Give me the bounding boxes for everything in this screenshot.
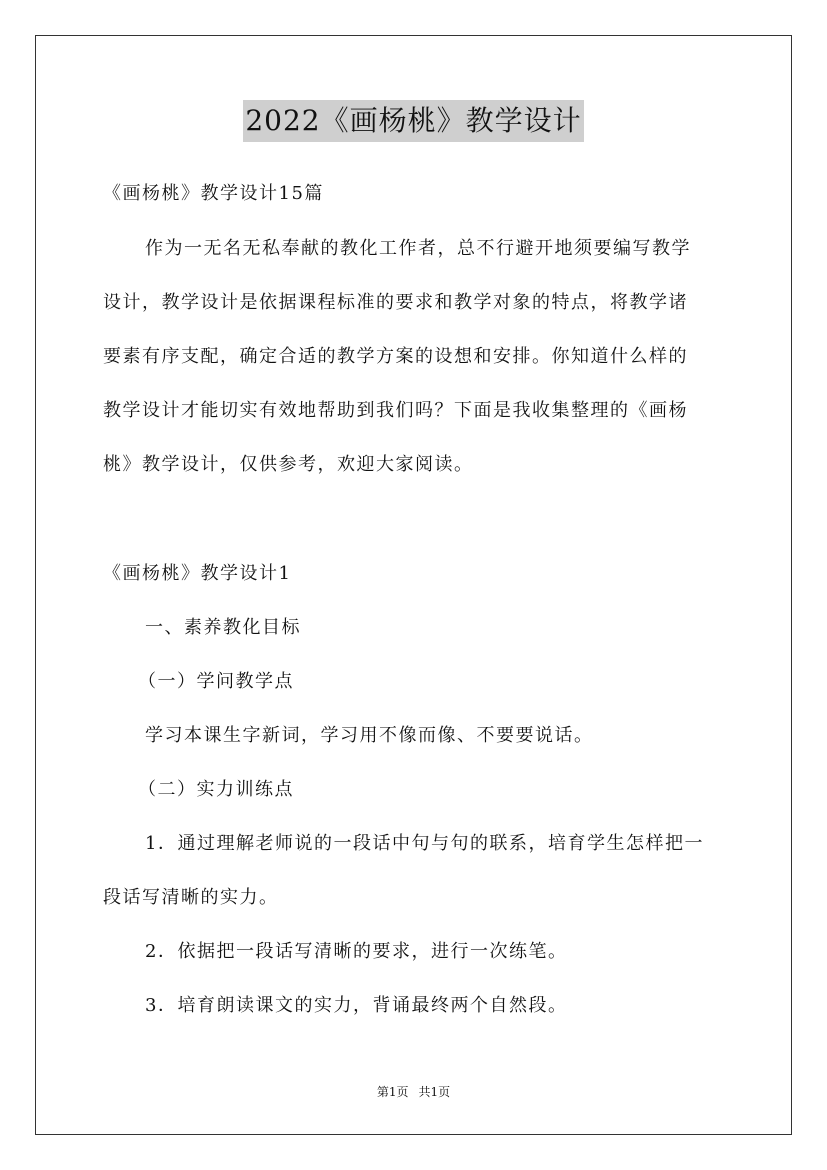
paragraph-line: 学习本课生字新词，学习用不像而像、不要要说话。	[145, 725, 594, 746]
paragraph-line: 要素有序支配，确定合适的教学方案的设想和安排。你知道什么样的	[103, 346, 688, 367]
subtitle-line: 《画杨桃》教学设计15篇	[103, 183, 324, 204]
paragraph-line: 设计，教学设计是依据课程标准的要求和教学对象的特点，将教学诸	[103, 292, 688, 313]
section-heading: 《画杨桃》教学设计1	[103, 563, 292, 584]
list-item: 1．通过理解老师说的一段话中句与句的联系，培育学生怎样把一	[145, 833, 704, 854]
section-subheading: 一、素养教化目标	[145, 617, 301, 638]
list-item: 2．依据把一段话写清晰的要求，进行一次练笔。	[145, 941, 568, 962]
section-subheading: （一）学问教学点	[138, 671, 294, 692]
page-number: 第1页	[376, 1085, 409, 1099]
list-item-continuation: 段话写清晰的实力。	[103, 887, 279, 908]
paragraph-line: 作为一无名无私奉献的教化工作者，总不行避开地须要编写教学	[145, 238, 691, 259]
section-subheading: （二）实力训练点	[138, 779, 294, 800]
document-title: 2022《画杨桃》教学设计	[243, 100, 583, 142]
page-footer	[0, 1084, 827, 1100]
paragraph-line: 桃》教学设计，仅供参考，欢迎大家阅读。	[103, 454, 474, 475]
title-block	[0, 100, 827, 142]
paragraph-line: 教学设计才能切实有效地帮助到我们吗？下面是我收集整理的《画杨	[103, 400, 688, 421]
page-total: 共1页	[418, 1085, 451, 1099]
list-item: 3．培育朗读课文的实力，背诵最终两个自然段。	[145, 995, 568, 1016]
